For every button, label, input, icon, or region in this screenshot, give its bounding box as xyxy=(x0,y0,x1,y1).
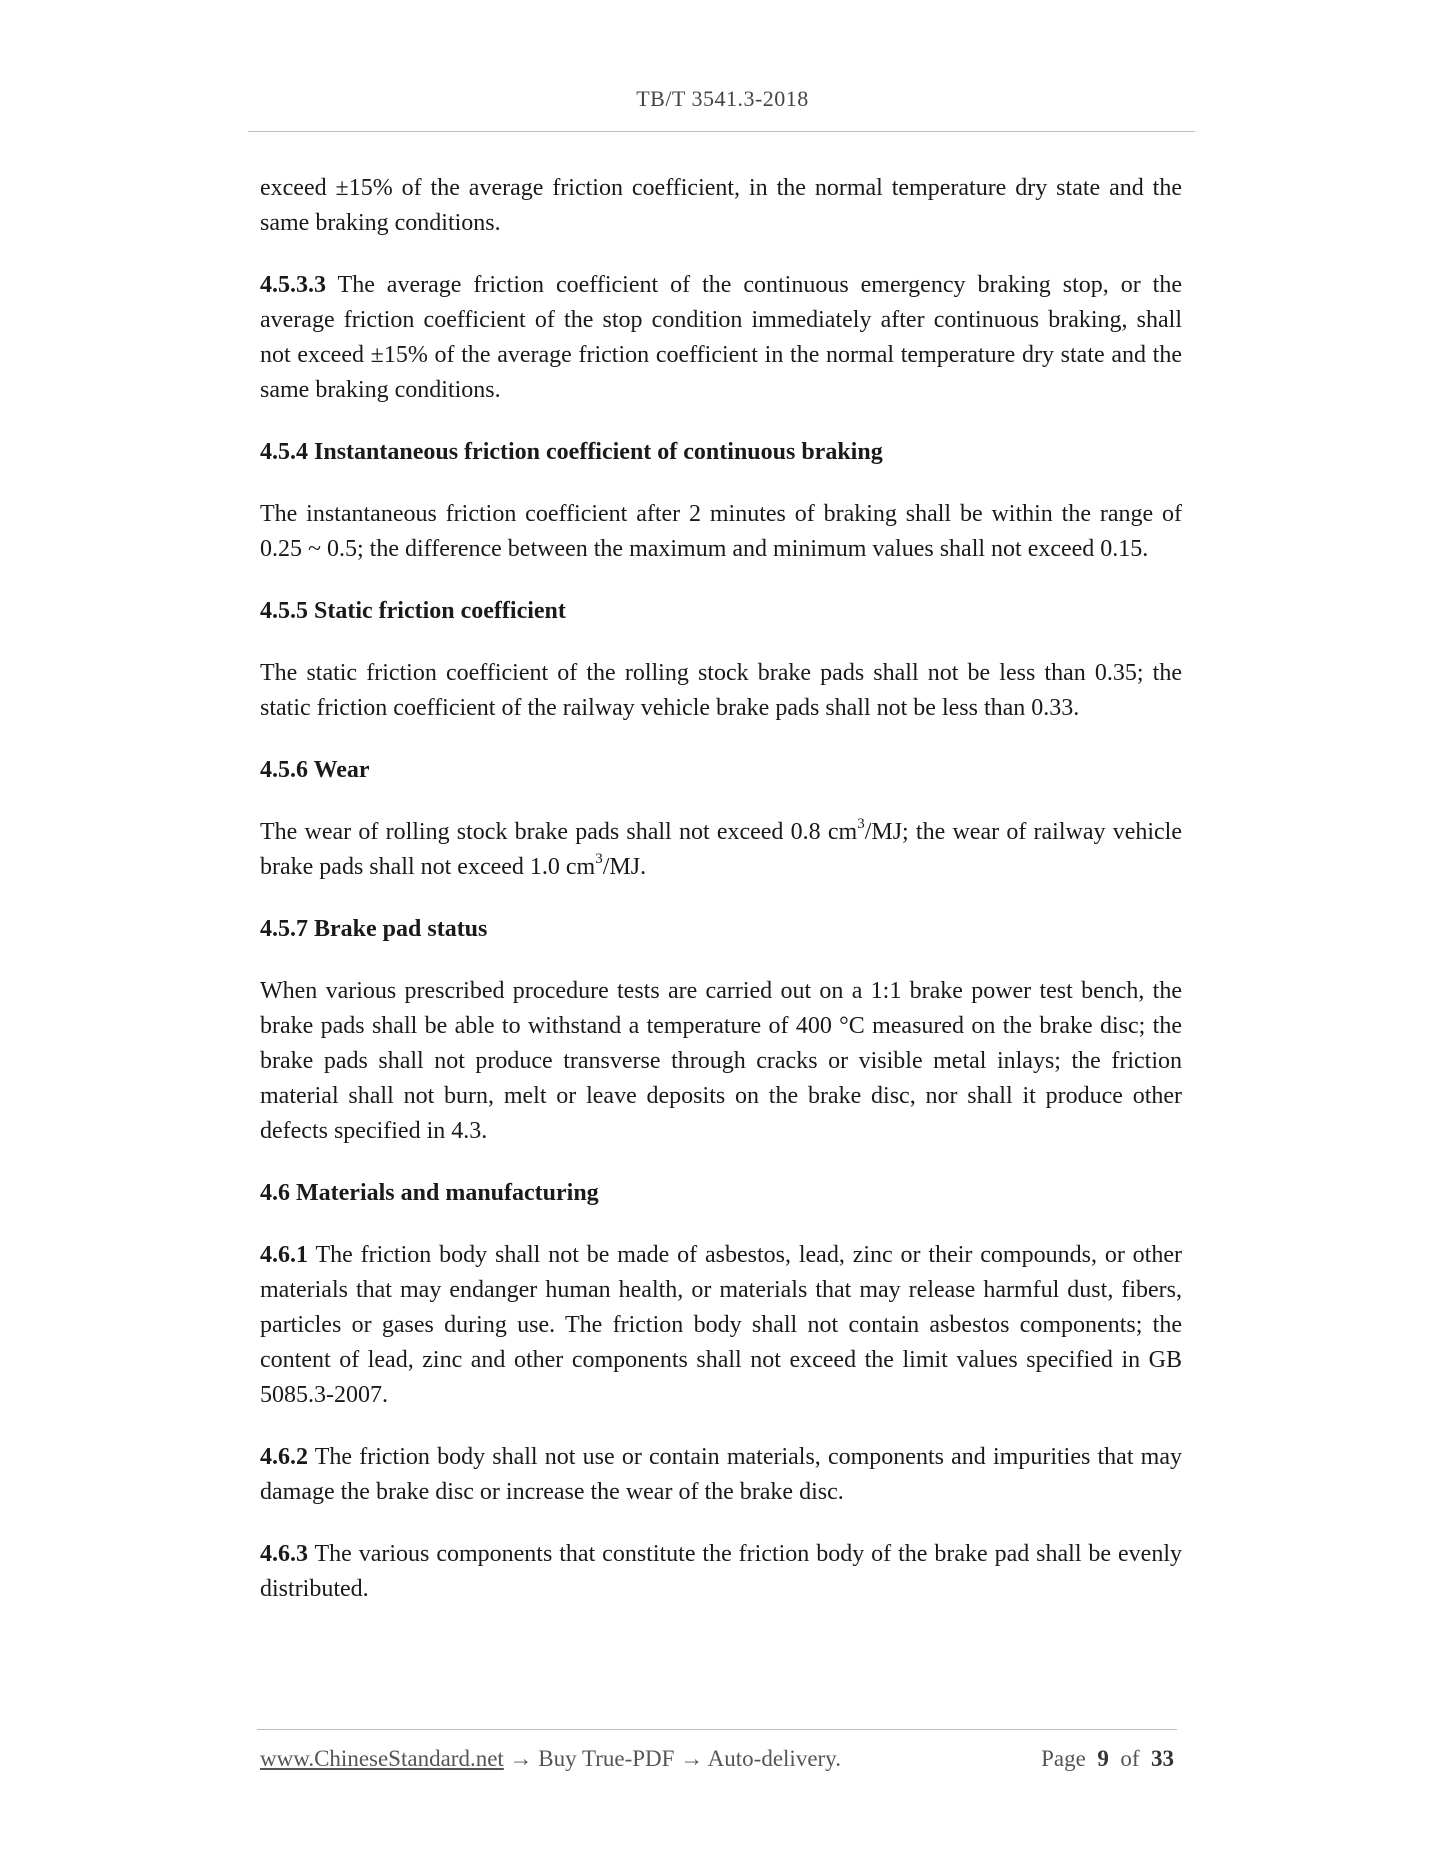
paragraph-4-5-7: When various prescribed procedure tests are carried out on a 1:1 brake power test bench, the brake pads shall be able to withstand a temperature of 400 °C measured on the brake disc; the brake pads shall not produce transverse through cracks or visible metal inlays; the friction material shall not burn, melt or leave deposits on the brake disc, nor shall it produce other defects specified in 4.3. xyxy=(260,978,1182,1144)
clause-4-6-2 xyxy=(260,1440,1182,1510)
footer-divider xyxy=(257,1729,1177,1730)
heading-4-5-6: 4.5.6 Wear xyxy=(260,757,370,783)
arrow-right-icon: → xyxy=(680,1746,704,1771)
clause-text: The friction body shall not use or contain materials, components and impurities that may damage the brake disc or increase the wear of the brake disc. xyxy=(260,1444,1182,1505)
auto-delivery-text: Auto-delivery. xyxy=(703,1746,841,1771)
clause-text: The average friction coefficient of the continuous emergency braking stop, or the average friction coefficient of the stop condition immediately after continuous braking, shall not exceed ±15% of the average friction coefficient in the normal temperature dry state and the same braking conditions. xyxy=(260,272,1182,403)
paragraph-continued: exceed ±15% of the average friction coefficient, in the normal temperature dry state and the same braking conditions. xyxy=(260,175,1182,236)
footer-promo xyxy=(260,1746,841,1772)
heading-4-5-7: 4.5.7 Brake pad status xyxy=(260,916,488,942)
page-number: 9 xyxy=(1097,1746,1109,1771)
clause-4-5-3-3 xyxy=(260,268,1182,408)
clause-number: 4.6.2 xyxy=(260,1444,308,1470)
paragraph-4-5-4: The instantaneous friction coefficient after 2 minutes of braking shall be within the range of 0.25 ~ 0.5; the difference between the maximum and minimum values shall not exceed 0.15. xyxy=(260,501,1182,562)
superscript-3: 3 xyxy=(857,816,865,832)
superscript-3: 3 xyxy=(595,851,603,867)
wear-text-b: /MJ; the wear of railway vehicle brake pads shall not exceed 1.0 cm xyxy=(260,819,1183,880)
clause-4-6-1 xyxy=(260,1238,1182,1413)
page-body xyxy=(260,171,1182,1634)
page-label: Page xyxy=(1041,1746,1086,1771)
clause-text: The various components that constitute the friction body of the brake pad shall be evenly distributed. xyxy=(260,1541,1182,1602)
clause-text: The friction body shall not be made of asbestos, lead, zinc or their compounds, or other materials that may endanger human health, or materials that may release harmful dust, fibers, particles or gases during use. The friction body shall not contain asbestos components; the content of lead, zinc and other components shall not exceed the limit values specified in GB 5085.3-2007. xyxy=(260,1242,1182,1408)
paragraph-4-5-6 xyxy=(260,815,1182,885)
header-divider xyxy=(248,131,1195,132)
paragraph-4-5-5: The static friction coefficient of the rolling stock brake pads shall not be less than 0.35; the static friction coefficient of the railway vehicle brake pads shall not be less than 0.33. xyxy=(260,660,1182,721)
buy-pdf-text: Buy True-PDF xyxy=(532,1746,681,1771)
clause-number: 4.6.3 xyxy=(260,1541,308,1567)
heading-4-5-5: 4.5.5 Static friction coefficient xyxy=(260,598,566,624)
page-indicator xyxy=(1041,1746,1174,1772)
page-header: TB/T 3541.3-2018 xyxy=(636,86,809,111)
page-footer xyxy=(260,1746,1180,1776)
heading-4-6: 4.6 Materials and manufacturing xyxy=(260,1180,599,1206)
wear-text-a: The wear of rolling stock brake pads shall not exceed 0.8 cm xyxy=(260,819,858,845)
total-pages: 33 xyxy=(1151,1746,1174,1771)
wear-text-c: /MJ. xyxy=(602,854,647,880)
arrow-right-icon: → xyxy=(509,1746,533,1771)
heading-4-5-4: 4.5.4 Instantaneous friction coefficient of continuous braking xyxy=(260,439,883,465)
clause-number: 4.5.3.3 xyxy=(260,272,326,298)
website-link[interactable]: www.ChineseStandard.net xyxy=(260,1746,504,1771)
clause-4-6-3 xyxy=(260,1537,1182,1607)
of-label: of xyxy=(1120,1746,1140,1771)
clause-number: 4.6.1 xyxy=(260,1242,308,1268)
